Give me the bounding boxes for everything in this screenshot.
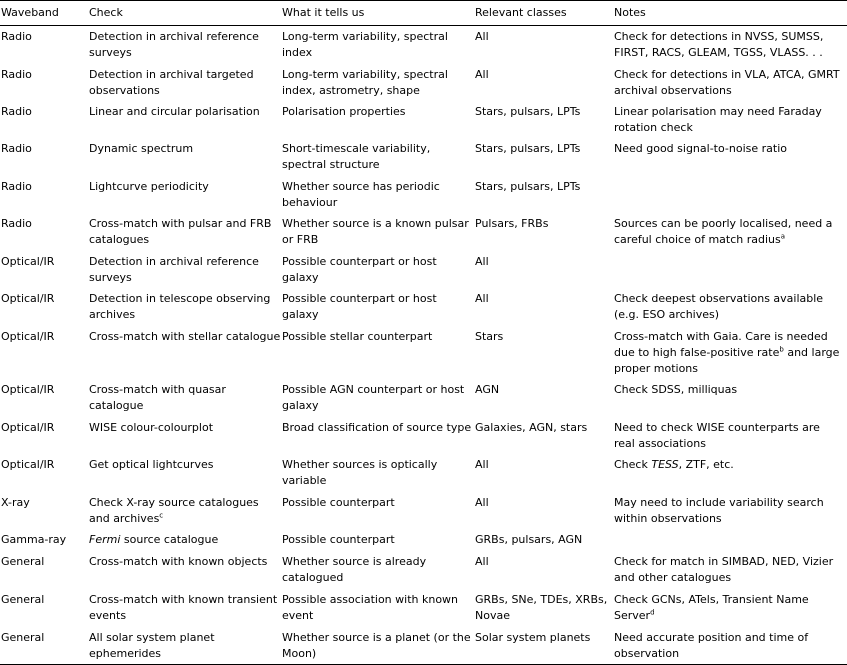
tells-text: Possible AGN counterpart or host galaxy bbox=[282, 382, 465, 412]
table-body bbox=[0, 26, 847, 665]
cell-what-it-tells-us bbox=[282, 213, 475, 251]
cell-notes bbox=[614, 529, 847, 551]
cell-waveband bbox=[0, 454, 89, 492]
cell-relevant-classes bbox=[475, 138, 614, 176]
notes-text: Check SDSS, milliquas bbox=[614, 382, 738, 396]
cell-notes bbox=[614, 138, 847, 176]
notes-text: Check for detections in VLA, ATCA, GMRT archival observations bbox=[614, 67, 840, 97]
cell-waveband bbox=[0, 26, 89, 64]
check-text: Cross-match with pulsar and FRB catalogues bbox=[89, 216, 272, 246]
check-text: Check X-ray source catalogues and archives bbox=[89, 495, 259, 525]
classes-text: All bbox=[475, 67, 489, 81]
cell-relevant-classes bbox=[475, 213, 614, 251]
cell-waveband bbox=[0, 417, 89, 454]
classes-text: Stars bbox=[475, 329, 504, 343]
check-text: WISE colour-colourplot bbox=[89, 420, 214, 434]
notes-text: Check GCNs, ATels, Transient Name Server bbox=[614, 592, 809, 622]
cell-what-it-tells-us bbox=[282, 454, 475, 492]
cell-what-it-tells-us bbox=[282, 589, 475, 627]
cell-check bbox=[89, 529, 282, 551]
notes-text-after: , ZTF, etc. bbox=[678, 457, 734, 471]
notes-footnote-mark: a bbox=[780, 231, 786, 240]
check-text: Cross-match with known transient events bbox=[89, 592, 278, 622]
cell-what-it-tells-us bbox=[282, 326, 475, 379]
cell-what-it-tells-us bbox=[282, 251, 475, 288]
cell-relevant-classes bbox=[475, 101, 614, 138]
tells-text: Possible counterpart or host galaxy bbox=[282, 291, 437, 321]
notes-text: Cross-match with Gaia. Care is needed due to high false-positive rate bbox=[614, 329, 828, 359]
cell-waveband bbox=[0, 251, 89, 288]
waveband-text: Optical/IR bbox=[1, 382, 55, 396]
cell-relevant-classes bbox=[475, 176, 614, 213]
classes-text: AGN bbox=[475, 382, 500, 396]
tells-text: Whether sources is optically variable bbox=[282, 457, 438, 487]
classes-text: GRBs, pulsars, AGN bbox=[475, 532, 583, 546]
waveband-text: Optical/IR bbox=[1, 457, 55, 471]
cell-check bbox=[89, 326, 282, 379]
table-row bbox=[0, 251, 847, 288]
classes-text: All bbox=[475, 495, 489, 509]
table-row bbox=[0, 417, 847, 454]
cell-notes bbox=[614, 492, 847, 529]
cell-relevant-classes bbox=[475, 379, 614, 417]
classes-text: GRBs, SNe, TDEs, XRBs, Novae bbox=[475, 592, 608, 622]
cell-relevant-classes bbox=[475, 64, 614, 101]
table-row bbox=[0, 138, 847, 176]
check-text: Get optical lightcurves bbox=[89, 457, 214, 471]
waveband-text: Optical/IR bbox=[1, 329, 55, 343]
check-italic-text: Fermi bbox=[89, 532, 121, 546]
cell-check bbox=[89, 551, 282, 589]
notes-footnote-mark: b bbox=[779, 344, 784, 353]
cell-check bbox=[89, 251, 282, 288]
table-row bbox=[0, 288, 847, 326]
notes-text: Check for match in SIMBAD, NED, Vizier and other catalogues bbox=[614, 554, 834, 584]
tells-text: Polarisation properties bbox=[282, 104, 406, 118]
cell-what-it-tells-us bbox=[282, 138, 475, 176]
classes-text: Stars, pulsars, LPTs bbox=[475, 104, 581, 118]
header-notes: Notes bbox=[614, 6, 646, 19]
cell-relevant-classes bbox=[475, 529, 614, 551]
cell-waveband bbox=[0, 379, 89, 417]
notes-text: Check deepest observations available (e.g. ESO archives) bbox=[614, 291, 824, 321]
notes-footnote-mark: d bbox=[650, 607, 655, 616]
check-text: Detection in archival reference surveys bbox=[89, 30, 259, 59]
cell-notes bbox=[614, 288, 847, 326]
cell-check bbox=[89, 288, 282, 326]
cell-what-it-tells-us bbox=[282, 64, 475, 101]
check-text: Lightcurve periodicity bbox=[89, 179, 209, 193]
cell-notes bbox=[614, 589, 847, 627]
tells-text: Possible counterpart bbox=[282, 495, 395, 509]
cell-relevant-classes bbox=[475, 417, 614, 454]
cell-relevant-classes bbox=[475, 627, 614, 665]
waveband-text: Optical/IR bbox=[1, 254, 55, 268]
check-text: Detection in archival targeted observations bbox=[89, 67, 254, 97]
tells-text: Broad classification of source type bbox=[282, 420, 472, 434]
cell-relevant-classes bbox=[475, 251, 614, 288]
check-text: source catalogue bbox=[120, 532, 219, 546]
check-text: Linear and circular polarisation bbox=[89, 104, 260, 118]
classes-text: Stars, pulsars, LPTs bbox=[475, 179, 581, 193]
cell-check bbox=[89, 454, 282, 492]
waveband-text: General bbox=[1, 554, 45, 568]
waveband-text: Optical/IR bbox=[1, 420, 55, 434]
cell-waveband bbox=[0, 138, 89, 176]
cell-relevant-classes bbox=[475, 26, 614, 64]
cell-check bbox=[89, 379, 282, 417]
cell-notes bbox=[614, 551, 847, 589]
header-relevant-classes: Relevant classes bbox=[475, 6, 567, 19]
check-text: Detection in archival reference surveys bbox=[89, 254, 259, 284]
classes-text: Solar system planets bbox=[475, 630, 591, 644]
table-row bbox=[0, 26, 847, 64]
cell-check bbox=[89, 101, 282, 138]
cell-notes bbox=[614, 176, 847, 213]
header-row bbox=[0, 1, 847, 26]
cell-waveband bbox=[0, 288, 89, 326]
cell-what-it-tells-us bbox=[282, 101, 475, 138]
cell-notes bbox=[614, 101, 847, 138]
tells-text: Possible counterpart or host galaxy bbox=[282, 254, 437, 284]
table-row bbox=[0, 64, 847, 101]
notes-text: Linear polarisation may need Faraday rotation check bbox=[614, 104, 822, 134]
cell-waveband bbox=[0, 326, 89, 379]
cell-waveband bbox=[0, 101, 89, 138]
waveband-text: General bbox=[1, 630, 45, 644]
check-text: Cross-match with quasar catalogue bbox=[89, 382, 226, 412]
waveband-text: Radio bbox=[1, 104, 32, 118]
tells-text: Whether source is already catalogued bbox=[282, 554, 427, 584]
cell-notes bbox=[614, 627, 847, 665]
waveband-text: Gamma-ray bbox=[1, 532, 67, 546]
table-row bbox=[0, 176, 847, 213]
cell-notes bbox=[614, 379, 847, 417]
cell-what-it-tells-us bbox=[282, 176, 475, 213]
cell-what-it-tells-us bbox=[282, 26, 475, 64]
classes-text: All bbox=[475, 291, 489, 305]
table-row bbox=[0, 551, 847, 589]
cell-check bbox=[89, 26, 282, 64]
notes-text: May need to include variability search within observations bbox=[614, 495, 824, 525]
check-text: Cross-match with stellar catalogue bbox=[89, 329, 281, 343]
cell-what-it-tells-us bbox=[282, 627, 475, 665]
cell-notes bbox=[614, 64, 847, 101]
cell-relevant-classes bbox=[475, 551, 614, 589]
cell-check bbox=[89, 213, 282, 251]
check-text: All solar system planet ephemerides bbox=[89, 630, 215, 660]
tells-text: Whether source is a planet (or the Moon) bbox=[282, 630, 471, 660]
tells-text: Long-term variability, spectral index bbox=[282, 30, 448, 59]
notes-text: Need good signal-to-noise ratio bbox=[614, 141, 788, 155]
waveband-text: X-ray bbox=[1, 495, 30, 509]
tells-text: Long-term variability, spectral index, astrometry, shape bbox=[282, 67, 448, 97]
check-text: Cross-match with known objects bbox=[89, 554, 268, 568]
table-row bbox=[0, 326, 847, 379]
cell-notes bbox=[614, 213, 847, 251]
cell-waveband bbox=[0, 64, 89, 101]
waveband-text: Radio bbox=[1, 67, 32, 81]
waveband-text: Radio bbox=[1, 141, 32, 155]
cell-waveband bbox=[0, 213, 89, 251]
tells-text: Short-timescale variability, spectral structure bbox=[282, 141, 431, 171]
notes-text-after: and large proper motions bbox=[614, 345, 840, 375]
cell-what-it-tells-us bbox=[282, 551, 475, 589]
cell-relevant-classes bbox=[475, 589, 614, 627]
cell-what-it-tells-us bbox=[282, 529, 475, 551]
cell-check bbox=[89, 492, 282, 529]
cell-waveband bbox=[0, 627, 89, 665]
cell-check bbox=[89, 627, 282, 665]
cell-notes bbox=[614, 326, 847, 379]
table-row bbox=[0, 492, 847, 529]
classes-text: Pulsars, FRBs bbox=[475, 216, 549, 230]
check-footnote-mark: c bbox=[159, 510, 164, 519]
cell-waveband bbox=[0, 176, 89, 213]
cell-relevant-classes bbox=[475, 454, 614, 492]
cell-waveband bbox=[0, 589, 89, 627]
classes-text: All bbox=[475, 254, 489, 268]
table-row bbox=[0, 627, 847, 665]
waveband-text: Radio bbox=[1, 179, 32, 193]
classes-text: All bbox=[475, 30, 489, 43]
table-row bbox=[0, 101, 847, 138]
table-row bbox=[0, 589, 847, 627]
table-row bbox=[0, 213, 847, 251]
classes-text: All bbox=[475, 457, 489, 471]
cell-waveband bbox=[0, 492, 89, 529]
cell-check bbox=[89, 64, 282, 101]
notes-text: Sources can be poorly localised, need a careful choice of match radius bbox=[614, 216, 833, 246]
cell-notes bbox=[614, 454, 847, 492]
check-text: Dynamic spectrum bbox=[89, 141, 194, 155]
table-row bbox=[0, 379, 847, 417]
cell-notes bbox=[614, 26, 847, 64]
notes-text: Need accurate position and time of observation bbox=[614, 630, 809, 660]
notes-text: Check bbox=[614, 457, 652, 471]
cell-what-it-tells-us bbox=[282, 379, 475, 417]
classes-text: All bbox=[475, 554, 489, 568]
cell-check bbox=[89, 138, 282, 176]
classes-text: Stars, pulsars, LPTs bbox=[475, 141, 581, 155]
header-what-it-tells-us: What it tells us bbox=[282, 6, 365, 19]
waveband-text: General bbox=[1, 592, 45, 606]
cell-relevant-classes bbox=[475, 492, 614, 529]
cell-what-it-tells-us bbox=[282, 288, 475, 326]
tells-text: Possible counterpart bbox=[282, 532, 395, 546]
cell-waveband bbox=[0, 529, 89, 551]
tells-text: Possible stellar counterpart bbox=[282, 329, 433, 343]
cell-what-it-tells-us bbox=[282, 417, 475, 454]
check-text: Detection in telescope observing archives bbox=[89, 291, 271, 321]
notes-text: Check for detections in NVSS, SUMSS, FIRST, RACS, GLEAM, TGSS, VLASS. . . bbox=[614, 30, 824, 59]
cell-waveband bbox=[0, 551, 89, 589]
table-header bbox=[0, 1, 847, 26]
waveband-text: Optical/IR bbox=[1, 291, 55, 305]
table-row bbox=[0, 529, 847, 551]
waveband-text: Radio bbox=[1, 216, 32, 230]
cell-what-it-tells-us bbox=[282, 492, 475, 529]
tells-text: Possible association with known event bbox=[282, 592, 459, 622]
tells-text: Whether source has periodic behaviour bbox=[282, 179, 440, 209]
tells-text: Whether source is a known pulsar or FRB bbox=[282, 216, 469, 246]
classes-text: Galaxies, AGN, stars bbox=[475, 420, 588, 434]
notes-italic-text: TESS bbox=[651, 457, 679, 471]
waveband-text: Radio bbox=[1, 30, 32, 43]
cell-relevant-classes bbox=[475, 326, 614, 379]
cell-check bbox=[89, 176, 282, 213]
header-waveband: Waveband bbox=[1, 6, 59, 19]
table-row bbox=[0, 454, 847, 492]
cell-notes bbox=[614, 417, 847, 454]
cell-notes bbox=[614, 251, 847, 288]
cell-relevant-classes bbox=[475, 288, 614, 326]
cell-check bbox=[89, 589, 282, 627]
notes-text: Need to check WISE counterparts are real associations bbox=[614, 420, 820, 450]
cell-check bbox=[89, 417, 282, 454]
header-check: Check bbox=[89, 6, 123, 19]
